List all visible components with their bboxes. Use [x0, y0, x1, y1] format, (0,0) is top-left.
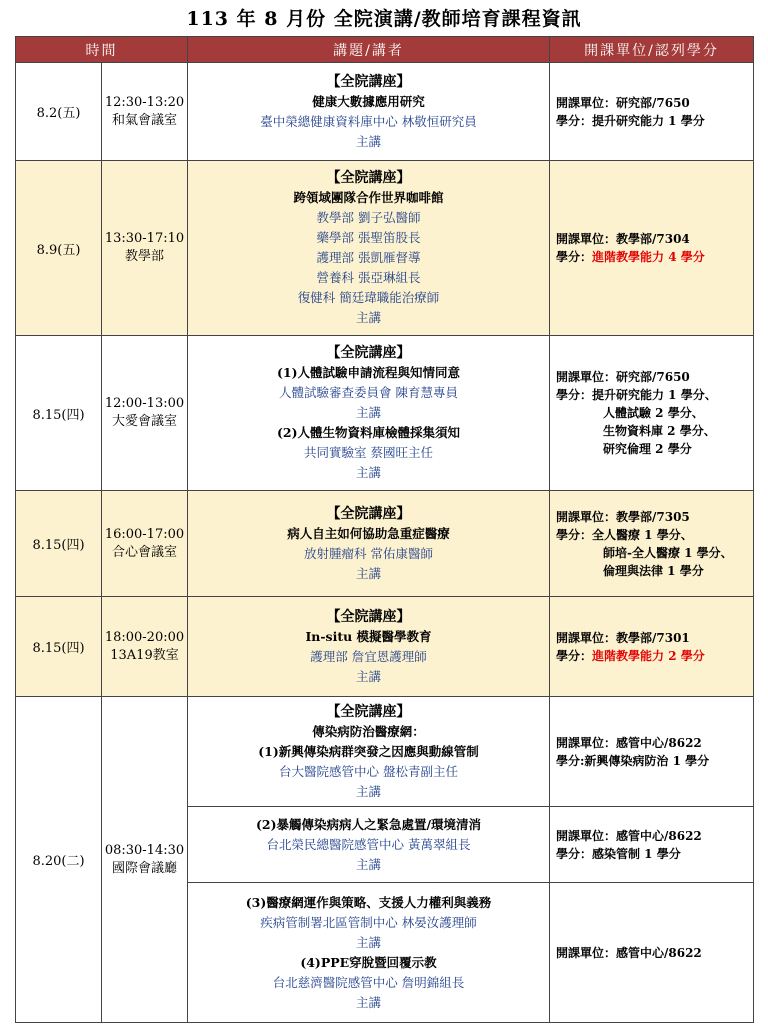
topic-title: (1)人體試驗申請流程與知情同意	[276, 365, 461, 380]
room: 教學部	[124, 249, 164, 264]
speaker-role: 主講	[355, 934, 381, 950]
room: 大愛會議室	[111, 414, 177, 429]
speaker: 人體試驗審查委員會 陳育慧專員	[279, 385, 458, 400]
credit: 人體試驗 2 學分、	[603, 406, 704, 420]
unit: 開課單位：研究部/7650	[556, 95, 690, 110]
speaker: 護理部 詹宜恩護理師	[310, 648, 427, 664]
speaker: 護理部 張凱雁督導	[316, 250, 421, 265]
speaker-role: 主講	[355, 565, 381, 581]
speaker: 教學部 劉子弘醫師	[316, 210, 421, 225]
credit	[556, 248, 753, 266]
speaker: 營養科 張亞琳組長	[316, 270, 421, 285]
lecture-tag: 【全院講座】	[326, 170, 411, 186]
credit-prefix: 學分：	[556, 250, 593, 264]
unit-cell	[550, 491, 754, 597]
unit: 開課單位：教學部/7301	[556, 630, 690, 645]
unit-cell	[550, 883, 754, 1023]
room: 13A19教室	[110, 647, 179, 663]
unit-cell	[550, 597, 754, 697]
room: 和氣會議室	[111, 112, 177, 128]
unit-cell	[550, 807, 754, 883]
speaker: 台大醫院感管中心 盤松青副主任	[279, 763, 458, 779]
credit: 學分：提升研究能力 1 學分	[556, 113, 705, 128]
speaker: 放射腫瘤科 常佑康醫師	[304, 545, 433, 561]
credit: 師培-全人醫療 1 學分、	[603, 545, 733, 560]
unit: 開課單位：教學部/7305	[556, 509, 690, 524]
table-row	[16, 161, 754, 336]
date-cell: 8.9(五)	[16, 161, 102, 336]
table-row	[16, 697, 754, 807]
topic-lead: 傳染病防治醫療網：	[312, 723, 425, 739]
topic-cell	[188, 63, 550, 161]
unit: 開課單位：研究部/7650	[556, 370, 690, 384]
time-range: 18:00-20:00	[104, 629, 185, 645]
room: 合心會議室	[111, 544, 177, 560]
topic-title: 病人自主如何協助急重症醫療	[287, 525, 450, 541]
speaker-role: 主講	[355, 783, 381, 799]
unit-cell	[550, 336, 754, 491]
time-cell	[102, 63, 188, 161]
unit: 開課單位：感管中心/8622	[556, 945, 702, 960]
speaker-role: 主講	[355, 856, 381, 872]
topic-title: In-situ 模擬醫學教育	[305, 628, 432, 644]
topic-title: (4)PPE穿脫暨回覆示教	[300, 954, 437, 970]
unit: 開課單位：教學部/7304	[556, 232, 690, 246]
topic-cell	[188, 161, 550, 336]
credit: 倫理與法律 1 學分	[603, 563, 704, 578]
table-row	[16, 63, 754, 161]
speaker-role: 主講	[355, 405, 381, 420]
date-cell: 8.15(四)	[16, 491, 102, 597]
speaker-role: 主講	[355, 994, 381, 1010]
time-range: 12:30-13:20	[104, 94, 185, 110]
room: 國際會議廳	[111, 860, 177, 876]
lecture-tag: 【全院講座】	[326, 505, 411, 522]
speaker-role: 主講	[355, 133, 381, 149]
speaker: 共同實驗室 蔡國旺主任	[304, 445, 433, 460]
credit: 學分：全人醫療 1 學分、	[556, 527, 693, 542]
time-range: 08:30-14:30	[104, 842, 185, 858]
topic-cell	[188, 807, 550, 883]
time-cell	[102, 161, 188, 336]
speaker: 臺中榮總健康資料庫中心 林敬恒研究員	[260, 113, 477, 129]
topic-cell	[188, 336, 550, 491]
credit: 研究倫理 2 學分	[603, 442, 692, 456]
topic-title: (3)醫療網運作與策略、支援人力權利與義務	[245, 894, 492, 910]
credit: 學分：感染管制 1 學分	[556, 846, 681, 861]
topic-title: (1)新興傳染病群突發之因應與動線管制	[258, 743, 479, 759]
speaker: 藥學部 張聖笛股長	[316, 230, 421, 245]
time-cell	[102, 491, 188, 597]
lecture-tag: 【全院講座】	[326, 345, 411, 361]
unit-cell	[550, 697, 754, 807]
date-cell: 8.20(二)	[16, 697, 102, 1023]
speaker: 台北榮民總醫院感管中心 黃萬翠組長	[266, 836, 471, 852]
credit-highlight: 進階教學能力 4 學分	[592, 250, 705, 264]
time-cell	[102, 597, 188, 697]
time-range: 16:00-17:00	[104, 526, 185, 542]
speaker: 台北慈濟醫院感管中心 詹明錦組長	[272, 974, 465, 990]
time-cell	[102, 697, 188, 1023]
credit: 學分：提升研究能力 1 學分、	[556, 388, 717, 402]
lecture-tag: 【全院講座】	[326, 608, 411, 625]
topic-cell	[188, 491, 550, 597]
unit-cell	[550, 161, 754, 336]
date-cell: 8.2(五)	[16, 63, 102, 161]
credit-prefix: 學分：	[556, 648, 593, 663]
topic-cell	[188, 597, 550, 697]
time-range: 12:00-13:00	[104, 396, 185, 411]
table-row	[16, 336, 754, 491]
topic-cell	[188, 697, 550, 807]
speaker: 疾病管制署北區管制中心 林晏汝護理師	[260, 914, 477, 930]
speaker-role: 主講	[355, 465, 381, 480]
topic-title: (2)暴觸傳染病病人之緊急處置/環境清消	[255, 816, 482, 832]
date-cell: 8.15(四)	[16, 597, 102, 697]
credit-highlight: 進階教學能力 2 學分	[592, 648, 705, 663]
header-time: 時間	[16, 37, 188, 63]
header-unit: 開課單位/認列學分	[550, 37, 754, 63]
table-row	[16, 491, 754, 597]
credit: 生物資料庫 2 學分、	[603, 424, 716, 438]
topic-title: (2)人體生物資料庫檢體採集須知	[276, 425, 461, 440]
topic-cell	[188, 883, 550, 1023]
date-cell: 8.15(四)	[16, 336, 102, 491]
credit: 學分:新興傳染病防治 1 學分	[556, 753, 710, 768]
page-title: 113 年 8 月份 全院演講/教師培育課程資訊	[186, 8, 582, 30]
unit-cell	[550, 63, 754, 161]
speaker: 復健科 簡廷瑋職能治療師	[297, 290, 440, 305]
table-row	[16, 597, 754, 697]
time-range: 13:30-17:10	[104, 231, 185, 246]
topic-title: 跨領域團隊合作世界咖啡館	[293, 190, 444, 205]
unit: 開課單位：感管中心/8622	[556, 735, 702, 750]
course-table	[15, 36, 754, 1023]
speaker-role: 主講	[355, 310, 381, 325]
time-cell	[102, 336, 188, 491]
header-topic: 講題/講者	[188, 37, 550, 63]
lecture-tag: 【全院講座】	[326, 73, 411, 90]
lecture-tag: 【全院講座】	[326, 703, 411, 720]
unit: 開課單位：感管中心/8622	[556, 828, 702, 843]
credit	[556, 647, 753, 665]
topic-title: 健康大數據應用研究	[312, 93, 425, 109]
speaker-role: 主講	[355, 668, 381, 684]
table-header	[16, 37, 754, 63]
